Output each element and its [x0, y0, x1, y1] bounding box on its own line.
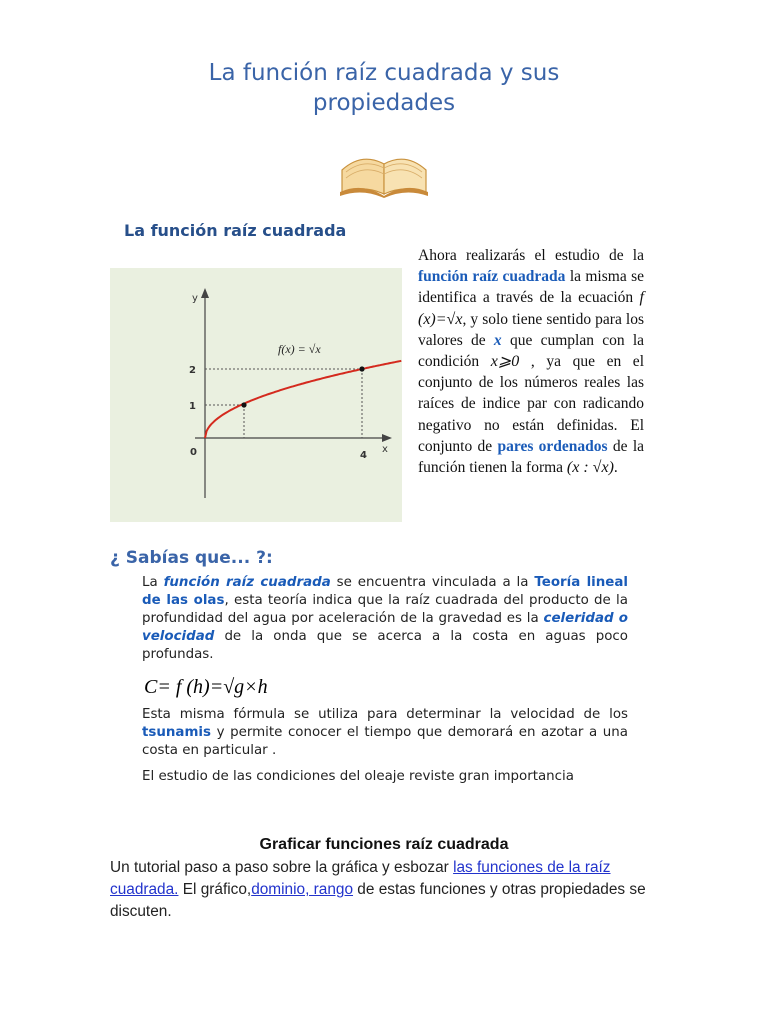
function-graph: [110, 268, 402, 522]
variable-x: x: [493, 331, 502, 349]
celerity-formula: C= f (h)=√g×h: [144, 676, 268, 698]
highlight-funcion-raiz: función raíz cuadrada: [418, 268, 566, 286]
sabias-paragraph-2: Esta misma fórmula se utiliza para determinar la velocidad de los tsunamis y permite conocer el tiempo que demorará en azotar a una costa en particular .: [142, 707, 628, 758]
y-axis-arrow: [201, 288, 209, 298]
x-tick-4: 4: [360, 450, 367, 461]
sabias-heading: ¿ Sabías que... ?:: [110, 548, 273, 568]
condition-x: x⩾0: [490, 353, 520, 371]
point-1-1: [241, 402, 246, 407]
highlight-pares-ordenados: pares ordenados: [497, 437, 608, 455]
equation-fx: f (x)=√x: [418, 289, 644, 328]
origin-label: 0: [190, 447, 197, 458]
open-book-icon: [338, 140, 430, 198]
graficar-heading: Graficar funciones raíz cuadrada: [259, 836, 509, 853]
link-dominio-rango[interactable]: dominio, rango: [251, 881, 354, 898]
y-tick-1: 1: [189, 401, 196, 412]
tutorial-paragraph: Un tutorial paso a paso sobre la gráfica y esbozar las funciones de la raíz cuadrada. El gráfico,dominio, rango de estas funciones y otras propiedades se discuten.: [110, 859, 646, 920]
sabias-paragraph-1: La función raíz cuadrada se encuentra vinculada a la Teoría lineal de las olas, esta teoría indica que la raíz cuadrada del producto de la profundidad del agua por aceleración de la gravedad es la celeridad o velocidad de la onda que se acerca a la costa en aguas poco profundas.: [142, 575, 628, 662]
explanation-paragraph: Ahora realizarás el estudio de la función raíz cuadrada la misma se identifica a través de la ecuación f (x)=√x, y solo tiene sentido para los valores de x que cumplan con la condición x⩾0 , ya que en el conjunto de los números reales las raíces de indice par con radicando negativo no están definidas. El conjunto de pares ordenados de la función tienen la forma (x : √x).: [418, 247, 645, 477]
link-funciones-raiz[interactable]: las funciones de la raíz cuadrada.: [110, 859, 611, 898]
y-tick-2: 2: [189, 365, 196, 376]
ordered-pair-form: (x : √x): [566, 459, 614, 477]
point-4-2: [359, 366, 364, 371]
page-title: La función raíz cuadrada y sus propiedades: [208, 60, 560, 116]
sabias-paragraph-3: El estudio de las condiciones del oleaje reviste gran importancia: [142, 769, 574, 784]
x-axis-arrow: [382, 434, 392, 442]
section-subtitle: La función raíz cuadrada: [124, 221, 347, 240]
y-axis-label: y: [192, 293, 198, 304]
graph-equation: f(x) = √x: [278, 342, 321, 356]
sqrt-curve: [205, 361, 401, 438]
x-axis-label: x: [382, 444, 388, 455]
